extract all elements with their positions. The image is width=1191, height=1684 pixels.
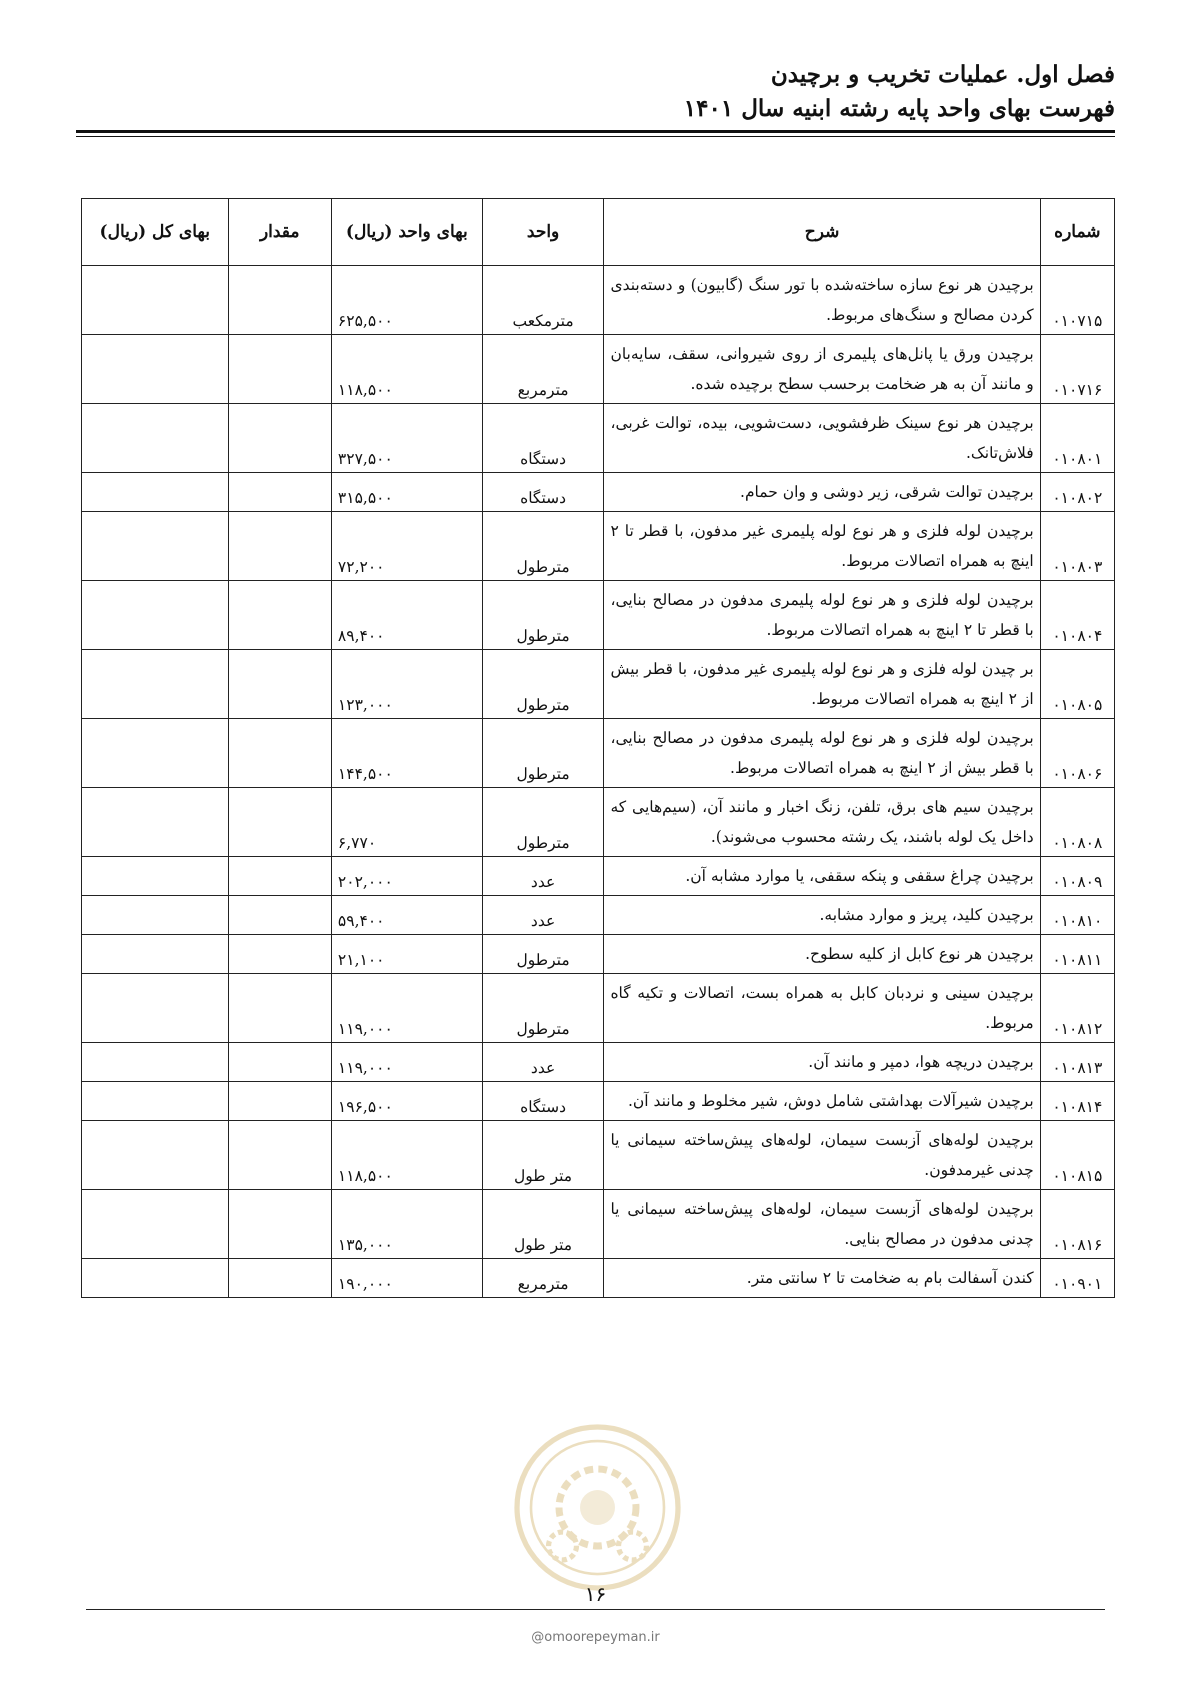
- row-unit-price: ۲۰۲,۰۰۰: [331, 857, 482, 896]
- row-total-price: [82, 266, 229, 335]
- table-row: [82, 1259, 1115, 1298]
- row-code: ۰۱۰۸۰۳: [1040, 512, 1114, 581]
- emblem-seal-icon: [510, 1420, 685, 1595]
- row-total-price: [82, 719, 229, 788]
- column-header-unit: واحد: [482, 199, 604, 266]
- table-row: [82, 266, 1115, 335]
- page-header: [76, 58, 1115, 126]
- row-quantity: [228, 935, 331, 974]
- row-description: برچیدن هر نوع سازه ساخته‌شده با تور سنگ (گابیون) و دسته‌بندی کردن مصالح و سنگ‌های مربوط.: [604, 266, 1040, 335]
- row-total-price: [82, 857, 229, 896]
- row-total-price: [82, 788, 229, 857]
- row-quantity: [228, 1082, 331, 1121]
- table-row: [82, 335, 1115, 404]
- row-description: برچیدن لوله فلزی و هر نوع لوله پلیمری غیر مدفون، با قطر تا ۲ اینچ به همراه اتصالات مربوط.: [604, 512, 1040, 581]
- table-row: [82, 512, 1115, 581]
- row-unit: مترطول: [482, 719, 604, 788]
- row-total-price: [82, 1190, 229, 1259]
- table-row: [82, 788, 1115, 857]
- row-code: ۰۱۰۸۱۶: [1040, 1190, 1114, 1259]
- row-code: ۰۱۰۸۰۴: [1040, 581, 1114, 650]
- row-unit-price: ۱۳۵,۰۰۰: [331, 1190, 482, 1259]
- row-code: ۰۱۰۸۰۶: [1040, 719, 1114, 788]
- row-description: برچیدن کلید، پریز و موارد مشابه.: [604, 896, 1040, 935]
- row-total-price: [82, 1043, 229, 1082]
- row-unit-price: ۳۲۷,۵۰۰: [331, 404, 482, 473]
- row-unit: متر طول: [482, 1190, 604, 1259]
- row-unit-price: ۳۱۵,۵۰۰: [331, 473, 482, 512]
- row-description: برچیدن لوله‌های آزبست سیمان، لوله‌های پیش‌ساخته سیمانی یا چدنی مدفون در مصالح بنایی.: [604, 1190, 1040, 1259]
- row-quantity: [228, 473, 331, 512]
- row-code: ۰۱۰۸۱۰: [1040, 896, 1114, 935]
- row-total-price: [82, 581, 229, 650]
- row-unit: مترمکعب: [482, 266, 604, 335]
- row-total-price: [82, 896, 229, 935]
- row-unit: مترطول: [482, 974, 604, 1043]
- table-row: [82, 935, 1115, 974]
- row-quantity: [228, 266, 331, 335]
- row-unit: دستگاه: [482, 1082, 604, 1121]
- row-unit: مترمربع: [482, 335, 604, 404]
- row-description: برچیدن سیم های برق، تلفن، زنگ اخبار و مانند آن، (سیم‌هایی که داخل یک لوله باشند، یک رشته محسوب می‌شوند).: [604, 788, 1040, 857]
- row-unit-price: ۲۱,۱۰۰: [331, 935, 482, 974]
- row-total-price: [82, 1259, 229, 1298]
- footer-rule: [86, 1609, 1105, 1610]
- row-description: برچیدن ورق یا پانل‌های پلیمری از روی شیروانی، سقف، سایه‌بان و مانند آن به هر ضخامت برحسب سطح برچیده شده.: [604, 335, 1040, 404]
- table-header-row: [82, 199, 1115, 266]
- column-header-unit-price: بهای واحد (ریال): [331, 199, 482, 266]
- chapter-title: فصل اول. عملیات تخریب و برچیدن: [770, 61, 1115, 88]
- row-unit-price: ۱۹۶,۵۰۰: [331, 1082, 482, 1121]
- row-description: برچیدن لوله‌های آزبست سیمان، لوله‌های پیش‌ساخته سیمانی یا چدنی غیرمدفون.: [604, 1121, 1040, 1190]
- column-header-code: شماره: [1040, 199, 1114, 266]
- page-number: ۱۶: [584, 1582, 607, 1606]
- row-unit-price: ۸۹,۴۰۰: [331, 581, 482, 650]
- table-row: [82, 1043, 1115, 1082]
- site-url: @omoorepeyman.ir: [531, 1630, 660, 1645]
- table-row: [82, 473, 1115, 512]
- row-total-price: [82, 650, 229, 719]
- row-quantity: [228, 719, 331, 788]
- row-total-price: [82, 1082, 229, 1121]
- column-header-description: شرح: [604, 199, 1040, 266]
- row-code: ۰۱۰۸۰۹: [1040, 857, 1114, 896]
- row-unit-price: ۱۱۹,۰۰۰: [331, 1043, 482, 1082]
- table-row: [82, 650, 1115, 719]
- row-total-price: [82, 335, 229, 404]
- row-unit: متر طول: [482, 1121, 604, 1190]
- row-unit-price: ۱۱۹,۰۰۰: [331, 974, 482, 1043]
- row-unit: دستگاه: [482, 404, 604, 473]
- row-quantity: [228, 1190, 331, 1259]
- row-unit-price: ۶,۷۷۰: [331, 788, 482, 857]
- row-code: ۰۱۰۷۱۶: [1040, 335, 1114, 404]
- row-description: برچیدن دریچه هوا، دمپر و مانند آن.: [604, 1043, 1040, 1082]
- table-row: [82, 1082, 1115, 1121]
- table-body: [82, 266, 1115, 1298]
- row-unit-price: ۷۲,۲۰۰: [331, 512, 482, 581]
- row-unit: مترمربع: [482, 1259, 604, 1298]
- row-quantity: [228, 1121, 331, 1190]
- row-quantity: [228, 404, 331, 473]
- row-total-price: [82, 404, 229, 473]
- header-rule-thin: [76, 136, 1115, 137]
- row-unit: عدد: [482, 1043, 604, 1082]
- row-quantity: [228, 581, 331, 650]
- row-total-price: [82, 974, 229, 1043]
- table-row: [82, 857, 1115, 896]
- row-code: ۰۱۰۹۰۱: [1040, 1259, 1114, 1298]
- row-unit-price: ۱۹۰,۰۰۰: [331, 1259, 482, 1298]
- row-quantity: [228, 1043, 331, 1082]
- row-code: ۰۱۰۸۱۵: [1040, 1121, 1114, 1190]
- row-description: برچیدن سینی و نردبان کابل به همراه بست، اتصالات و تکیه گاه مربوط.: [604, 974, 1040, 1043]
- column-header-total-price: بهای کل (ریال): [82, 199, 229, 266]
- column-header-quantity: مقدار: [228, 199, 331, 266]
- table-row: [82, 719, 1115, 788]
- row-code: ۰۱۰۸۱۱: [1040, 935, 1114, 974]
- row-description: برچیدن لوله فلزی و هر نوع لوله پلیمری مدفون در مصالح بنایی، با قطر بیش از ۲ اینچ به همراه اتصالات مربوط.: [604, 719, 1040, 788]
- row-total-price: [82, 1121, 229, 1190]
- row-unit: عدد: [482, 857, 604, 896]
- row-unit-price: ۱۱۸,۵۰۰: [331, 1121, 482, 1190]
- table-row: [82, 1190, 1115, 1259]
- row-description: برچیدن توالت شرقی، زیر دوشی و وان حمام.: [604, 473, 1040, 512]
- row-unit: مترطول: [482, 581, 604, 650]
- row-unit: مترطول: [482, 788, 604, 857]
- table-row: [82, 404, 1115, 473]
- header-rule-thick: [76, 130, 1115, 133]
- row-total-price: [82, 512, 229, 581]
- row-code: ۰۱۰۸۰۲: [1040, 473, 1114, 512]
- row-code: ۰۱۰۸۱۳: [1040, 1043, 1114, 1082]
- row-code: ۰۱۰۸۱۴: [1040, 1082, 1114, 1121]
- list-title: فهرست بهای واحد پایه رشته ابنیه سال ۱۴۰۱: [683, 95, 1115, 122]
- row-description: برچیدن لوله فلزی و هر نوع لوله پلیمری مدفون در مصالح بنایی، با قطر تا ۲ اینچ به همراه اتصالات مربوط.: [604, 581, 1040, 650]
- row-quantity: [228, 1259, 331, 1298]
- row-code: ۰۱۰۸۱۲: [1040, 974, 1114, 1043]
- row-unit-price: ۵۹,۴۰۰: [331, 896, 482, 935]
- row-unit: مترطول: [482, 512, 604, 581]
- row-total-price: [82, 935, 229, 974]
- table-row: [82, 974, 1115, 1043]
- row-code: ۰۱۰۸۰۵: [1040, 650, 1114, 719]
- row-description: برچیدن شیرآلات بهداشتی شامل دوش، شیر مخلوط و مانند آن.: [604, 1082, 1040, 1121]
- row-code: ۰۱۰۸۰۱: [1040, 404, 1114, 473]
- row-unit: عدد: [482, 896, 604, 935]
- row-quantity: [228, 650, 331, 719]
- row-quantity: [228, 857, 331, 896]
- row-quantity: [228, 335, 331, 404]
- row-unit-price: ۱۱۸,۵۰۰: [331, 335, 482, 404]
- row-unit-price: ۶۲۵,۵۰۰: [331, 266, 482, 335]
- row-quantity: [228, 974, 331, 1043]
- row-description: برچیدن هر نوع سینک ظرفشویی، دست‌شویی، بیده، توالت غربی، فلاش‌تانک.: [604, 404, 1040, 473]
- row-quantity: [228, 896, 331, 935]
- row-code: ۰۱۰۷۱۵: [1040, 266, 1114, 335]
- table-row: [82, 581, 1115, 650]
- row-description: کندن آسفالت بام به ضخامت تا ۲ سانتی متر.: [604, 1259, 1040, 1298]
- row-total-price: [82, 473, 229, 512]
- row-quantity: [228, 788, 331, 857]
- table-row: [82, 896, 1115, 935]
- row-quantity: [228, 512, 331, 581]
- row-unit-price: ۱۲۳,۰۰۰: [331, 650, 482, 719]
- row-unit: مترطول: [482, 650, 604, 719]
- row-description: برچیدن هر نوع کابل از کلیه سطوح.: [604, 935, 1040, 974]
- row-description: برچیدن چراغ سقفی و پنکه سقفی، یا موارد مشابه آن.: [604, 857, 1040, 896]
- row-description: بر چیدن لوله فلزی و هر نوع لوله پلیمری غیر مدفون، با قطر بیش از ۲ اینچ به همراه اتصالات مربوط.: [604, 650, 1040, 719]
- row-unit: دستگاه: [482, 473, 604, 512]
- row-code: ۰۱۰۸۰۸: [1040, 788, 1114, 857]
- price-table: [81, 198, 1115, 1298]
- row-unit: مترطول: [482, 935, 604, 974]
- row-unit-price: ۱۴۴,۵۰۰: [331, 719, 482, 788]
- table-row: [82, 1121, 1115, 1190]
